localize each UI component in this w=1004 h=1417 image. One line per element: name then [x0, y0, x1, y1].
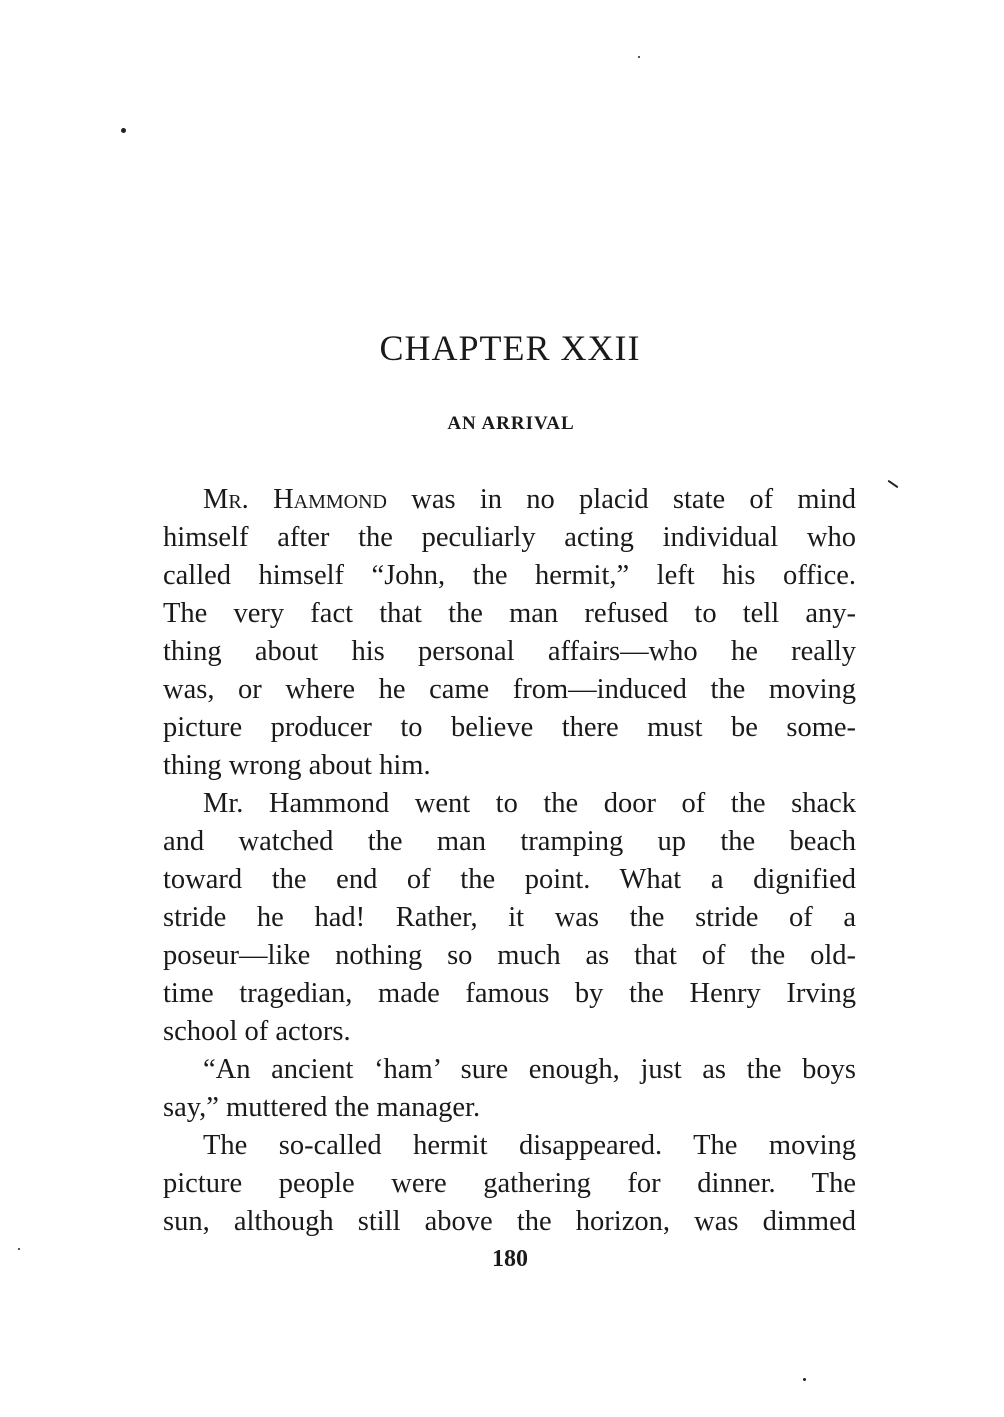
lead-in-small-caps: Mr. Hammond — [203, 484, 387, 515]
chapter-subtitle: AN ARRIVAL — [447, 413, 575, 434]
text-line: sun, although still above the horizon, was dimmed — [163, 1206, 856, 1237]
text-line: picture people were gathering for dinner. The — [163, 1168, 856, 1199]
scan-speck — [803, 1378, 806, 1381]
text-line: “An ancient ‘ham’ sure enough, just as the boys — [203, 1054, 856, 1085]
scan-speck — [121, 128, 126, 133]
line-text: was in no placid state of mind — [387, 484, 856, 515]
text-line: The so-called hermit disappeared. The moving — [203, 1130, 856, 1161]
text-line: stride he had! Rather, it was the stride of a — [163, 902, 856, 933]
scan-speck — [638, 56, 640, 58]
page-number: 180 — [492, 1246, 528, 1272]
text-line: poseur—like nothing so much as that of the old- — [163, 940, 856, 971]
text-line: and watched the man tramping up the beach — [163, 826, 856, 857]
text-line: thing wrong about him. — [163, 750, 431, 781]
text-line: called himself “John, the hermit,” left his office. — [163, 560, 856, 591]
text-line: picture producer to believe there must be some- — [163, 712, 856, 743]
text-line: toward the end of the point. What a dignified — [163, 864, 856, 895]
body-text — [163, 481, 856, 1241]
text-line: himself after the peculiarly acting individual who — [163, 522, 856, 553]
text-line: school of actors. — [163, 1016, 351, 1047]
text-line: thing about his personal affairs—who he really — [163, 636, 856, 667]
text-line: The very fact that the man refused to tell any- — [163, 598, 856, 629]
text-line: say,” muttered the manager. — [163, 1092, 481, 1123]
text-line: was, or where he came from—induced the moving — [163, 674, 856, 705]
text-line: time tragedian, made famous by the Henry Irving — [163, 978, 856, 1009]
text-line: Mr. Hammond went to the door of the shack — [203, 788, 856, 819]
chapter-title: CHAPTER XXII — [379, 328, 641, 368]
text-line — [163, 481, 856, 519]
scan-speck — [888, 480, 899, 489]
